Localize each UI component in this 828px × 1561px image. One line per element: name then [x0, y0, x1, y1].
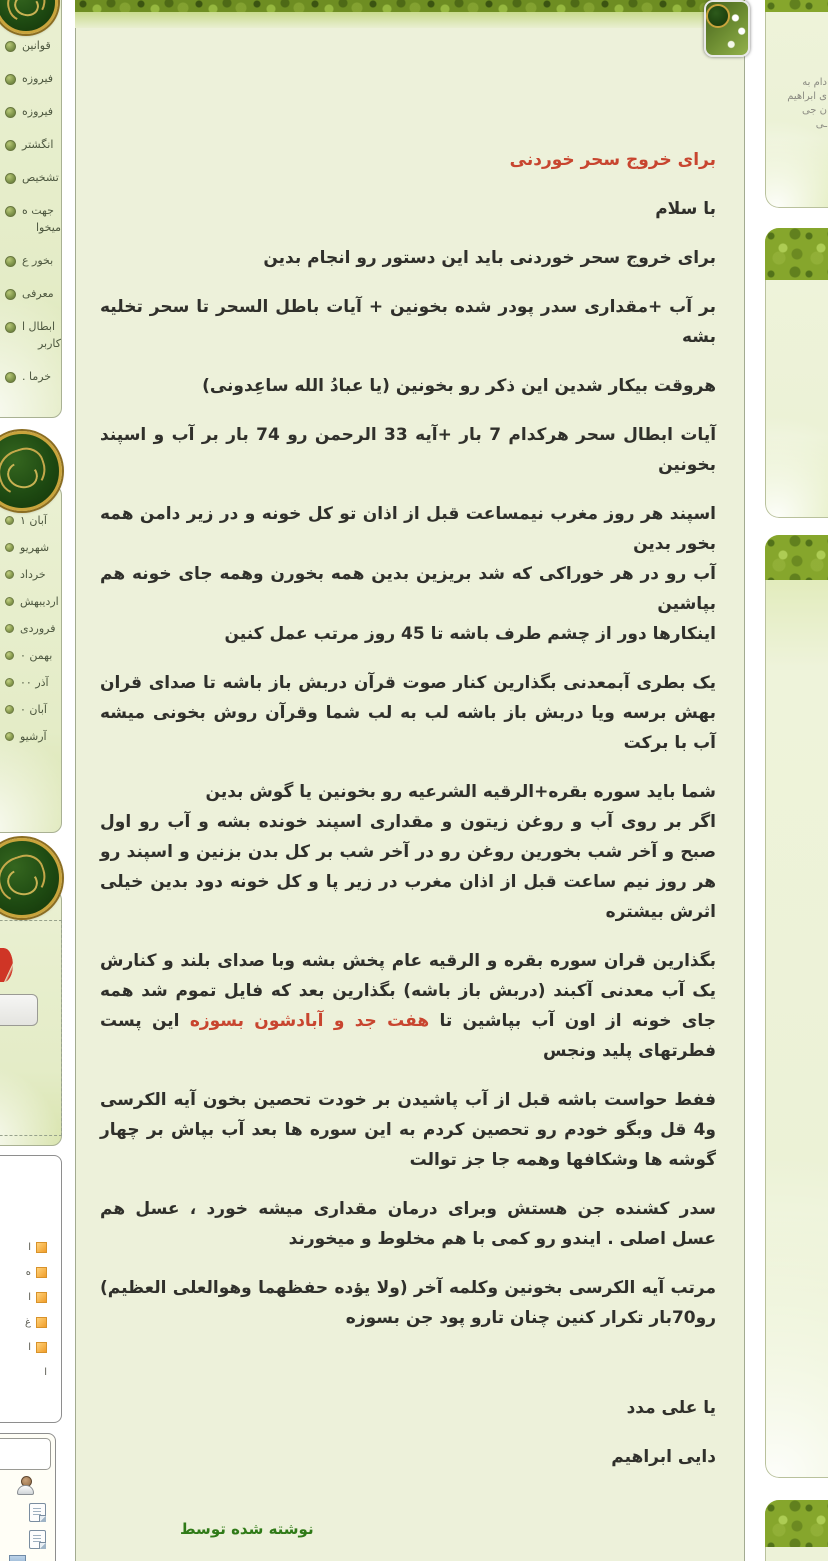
main-content	[75, 0, 745, 1561]
post-link-item[interactable]	[7, 1342, 47, 1353]
sidebar-box	[765, 535, 828, 1478]
post-line: اینکارها دور از چشم طرف باشه تا 45 روز مرتب عمل کنین	[224, 624, 716, 644]
note-icon[interactable]	[29, 1530, 46, 1549]
sidebar-menu-item[interactable]	[5, 39, 61, 53]
archive-item[interactable]	[5, 514, 61, 527]
post-paragraph: مرتب آیه الکرسی بخونین وکلمه آخر (ولا یؤده حفظهما وهوالعلی العظیم) رو70بار تکرار کنین چنان تارو پود جن بسوزه	[100, 1278, 716, 1328]
post-link-item[interactable]	[7, 1317, 47, 1328]
post-text: بگذارین قران سوره بقره و الرقیه عام پخش بشه وبا صدای بلند و کنارش یک آب معدنی آکبند (دربش باز باشه) بگذارین بعد که فایل تموم شد همه جای خونه از اون آب بپاشین تا	[100, 951, 717, 1031]
archive-item[interactable]	[5, 622, 61, 635]
archive-item-label: آبان ۱	[20, 514, 47, 527]
archive-item[interactable]	[5, 541, 61, 554]
sidebar-menu-item[interactable]	[5, 72, 61, 86]
quran-logo-icon	[706, 4, 730, 28]
post-body	[75, 28, 745, 1561]
sidebar-menu-item[interactable]	[5, 138, 61, 152]
bullet-icon	[5, 543, 14, 552]
menu-item-label: ابطال ا	[22, 320, 56, 333]
archive-item[interactable]	[5, 703, 61, 716]
post-footer-byline: نوشته شده توسط	[180, 1520, 314, 1538]
orange-bullet-icon	[36, 1292, 47, 1303]
bullet-icon	[5, 206, 16, 217]
menu-item-label: جهت ه	[22, 204, 54, 217]
menu-item-label-line2: میخوا	[35, 221, 61, 234]
bullet-icon	[5, 570, 14, 579]
person-icon	[17, 1476, 35, 1496]
post-paragraph: سدر کشنده جن هستش وبرای درمان مقداری میشه خورد ، عسل هم عسل اصلی . ایندو رو کمی با هم مخلوط و میخورند	[100, 1199, 716, 1249]
post-paragraph: هروقت بیکار شدین این ذکر رو بخونین (یا عبادُ الله ساعِدونی)	[202, 376, 716, 396]
post-link-item[interactable]	[7, 1267, 47, 1278]
menu-item-label: تشخیص	[22, 171, 59, 184]
post-link-label: ا	[28, 1292, 31, 1303]
sidebar-menu-list	[0, 0, 61, 384]
sidebar-menu-box	[0, 0, 62, 418]
archive-item-label: آذر ۰۰	[20, 676, 49, 689]
menu-item-label: معرفی	[22, 287, 54, 300]
post-paragraph: یک بطری آبمعدنی بگذارین کنار صوت قرآن دربش باز باشه تا صدای قران بهش برسه ویا دربش باز باشه لب به لب شما وقرآن روش بخونی میشه آب با برکت	[100, 673, 716, 753]
bullet-icon	[5, 516, 14, 525]
sidebar-box	[765, 228, 828, 518]
bullet-icon	[5, 107, 16, 118]
menu-item-label: انگشتر	[22, 138, 54, 151]
archive-item[interactable]	[5, 649, 61, 662]
bullet-icon	[5, 624, 14, 633]
post-link-label: ه	[25, 1267, 31, 1278]
archive-item-label: آرشیو	[20, 730, 47, 743]
bullet-icon	[5, 140, 16, 151]
post-header-image	[704, 0, 750, 57]
sidebar-menu-item[interactable]	[5, 370, 61, 384]
post-signature: دایی ابراهیم	[611, 1447, 716, 1467]
bullet-icon	[5, 651, 14, 660]
sidebar-comment-box	[0, 1433, 56, 1561]
archive-item[interactable]	[5, 676, 61, 689]
post-paragraph	[100, 777, 716, 927]
bullet-icon	[5, 289, 16, 300]
post-paragraph: برای خروج سحر خوردنی باید این دستور رو انجام بدین	[263, 248, 716, 268]
post-line: آب رو در هر خوراکی که شد بریزین بدین همه بخورن وهمه جای خونه هم بپاشین	[100, 564, 716, 614]
top-banner-band	[75, 12, 745, 28]
orange-bullet-icon	[36, 1342, 47, 1353]
bullet-icon	[5, 74, 16, 85]
about-box	[765, 0, 828, 208]
bullet-icon	[5, 597, 14, 606]
post-link-label: غ	[25, 1317, 31, 1328]
comment-input[interactable]	[0, 1438, 51, 1470]
sidebar-posts-box	[0, 1155, 62, 1423]
sidebar-menu-item[interactable]	[5, 254, 61, 268]
archive-item[interactable]	[5, 595, 61, 608]
sidebar-archive-box	[0, 485, 62, 833]
bullet-icon	[5, 678, 14, 687]
box-header-pattern	[765, 0, 828, 12]
archive-item-label: اردیبهش	[20, 595, 59, 608]
post-text-highlight: هفت جد و آبادشون بسوزه	[189, 1011, 430, 1031]
post-paragraph: ففط حواست باشه قبل از آب پاشیدن بر خودت تحصین بخون آیه الکرسی و4 قل وبگو خودم رو تحصین کردم به این سوره ها بعد آب بپاش بر چهار گوشه ها وشکافها وهمه جا جز توالت	[100, 1090, 716, 1170]
archive-item-label: شهریو	[20, 541, 50, 554]
post-line: اسپند هر روز مغرب نیمساعت قبل از اذان تو کل خونه و در زیر دامن همه بخور بدین	[100, 504, 716, 554]
about-line: ی ابراهیم	[787, 91, 827, 102]
post-paragraph: با سلام	[655, 199, 716, 219]
bullet-icon	[5, 732, 14, 741]
post-text: این پست فطرتهای پلید ونجس	[100, 1011, 716, 1061]
sidebar-menu-item[interactable]	[5, 204, 61, 235]
bullet-icon	[5, 705, 14, 714]
menu-item-label: بخور ع	[22, 254, 54, 267]
note-icon[interactable]	[29, 1503, 46, 1522]
about-line: ـی	[815, 119, 827, 130]
archive-item-label: فروردی	[20, 622, 56, 635]
archive-item-label: آبان ۰	[20, 703, 47, 716]
post-line: اگر بر روی آب و روغن زیتون و مقداری اسپند خونده بشه و آب رو اول صبح و آخر شب بخورین روغن رو در آخر شب بر کل بدن بزنین و اسپند رو هر روز نیم ساعت قبل از اذان مغرب در زیر پا و کل خونه دود بدین خیلی اثرش بیشتره	[100, 812, 716, 922]
archive-item-label: خرداد	[20, 568, 46, 581]
menu-item-label: قوانین	[22, 39, 51, 52]
about-line: دام به	[802, 77, 827, 88]
post-link-item[interactable]	[7, 1367, 47, 1378]
bullet-icon	[5, 173, 16, 184]
menu-item-label: فیروزه	[22, 105, 54, 118]
post-link-label: ا	[28, 1242, 31, 1253]
sidebar-widget-button[interactable]	[0, 994, 38, 1026]
post-link-label: ا	[44, 1367, 47, 1378]
archive-item[interactable]	[5, 568, 61, 581]
archive-item-label: بهمن ۰	[20, 649, 53, 662]
archive-item[interactable]	[5, 730, 61, 743]
sidebar-menu-item[interactable]	[5, 171, 61, 185]
orange-bullet-icon	[36, 1267, 47, 1278]
sidebar-menu-item[interactable]	[5, 287, 61, 301]
post-link-item[interactable]	[7, 1292, 47, 1303]
post-paragraph	[100, 946, 716, 1066]
post-line: شما باید سوره بقره+الرقیه الشرعیه رو بخونین یا گوش بدین	[205, 782, 716, 802]
box-header-pattern	[765, 228, 828, 280]
box-header-pattern	[765, 535, 828, 580]
sidebar-menu-item[interactable]	[5, 105, 61, 119]
post-link-item[interactable]	[7, 1242, 47, 1253]
post-paragraph: آیات ابطال سحر هرکدام 7 بار +آیه 33 الرحمن رو 74 بار بر آب و اسپند بخونین	[100, 425, 717, 475]
post-paragraph: یا علی مدد	[626, 1398, 716, 1418]
bullet-icon	[5, 41, 16, 52]
menu-item-label: خرما .	[22, 370, 52, 383]
bullet-icon	[5, 322, 16, 333]
orange-bullet-icon	[36, 1242, 47, 1253]
sidebar-menu-item[interactable]	[5, 320, 61, 351]
menu-item-label-line2: کاربر	[37, 337, 61, 350]
post-paragraph: بر آب +مقداری سدر پودر شده بخونین + آیات باطل السحر تا سحر تخلیه بشه	[100, 297, 716, 347]
post-paragraph	[100, 499, 716, 649]
bullet-icon	[5, 256, 16, 267]
archive-list	[0, 486, 61, 743]
post-title[interactable]: برای خروج سحر خوردنی	[509, 150, 716, 170]
orange-bullet-icon	[36, 1317, 47, 1328]
top-banner-pattern	[75, 0, 745, 12]
sidebar-box	[765, 1500, 828, 1561]
about-line: ن جی	[801, 105, 827, 116]
bullet-icon	[5, 372, 16, 383]
menu-item-label: فیروزه	[22, 72, 54, 85]
box-header-pattern	[765, 1500, 828, 1547]
calendar-icon	[9, 1555, 26, 1561]
about-text	[765, 76, 828, 132]
post-link-label: ا	[28, 1342, 31, 1353]
